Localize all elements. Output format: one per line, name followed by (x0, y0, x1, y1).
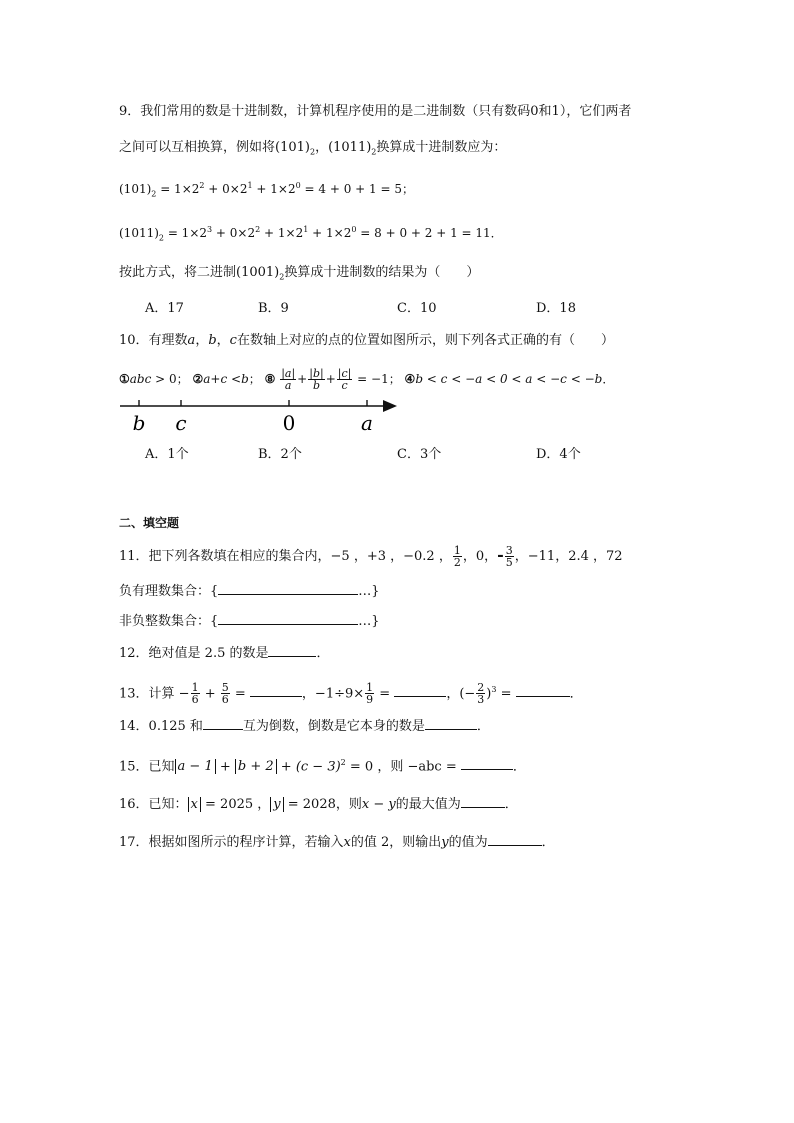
q11-stem: 11．把下列各数填在相应的集合内，−5 ，+3 ，−0.2 ， $\frac{1}{2}$ ，0，- $\frac{3}{5}$ ，−11，2.4 ，72 (119, 544, 623, 569)
answer-blank-q13-1[interactable] (250, 684, 302, 697)
q10-stem: 10．有理数a，b，c在数轴上对应的点的位置如图所示，则下列各式正确的有（ ） (119, 333, 614, 348)
q9-question: 按此方式，将二进制$(1001)_2$换算成十进制数的结果为（ ） (119, 265, 480, 282)
answer-blank-q13-2[interactable] (394, 684, 446, 697)
answer-blank-q14-2[interactable] (425, 717, 477, 730)
answer-blank-q17[interactable] (488, 833, 542, 846)
label-c: c (175, 411, 187, 435)
q11-set-nonnegative: 非负整数集合：{ …} (119, 614, 380, 629)
number-line-arrow (383, 400, 397, 412)
q9-option-c[interactable]: C．10 (397, 301, 437, 316)
q10-option-c[interactable]: C．3个 (397, 447, 442, 462)
q12: 12．绝对值是 2.5 的数是 ． (119, 646, 330, 661)
q16: 16．已知： x = 2025 ， y = 2028，则x − y的最大值为 ． (119, 797, 518, 812)
q9-line1: 9．我们常用的数是十进制数，计算机程序使用的是二进制数（只有数码0和1），它们两者 (119, 104, 632, 119)
q9-line2: 之间可以互相换算，例如将$(101)_2$，$(1011)_2$换算成十进制数应为： (119, 140, 507, 157)
answer-blank-set1[interactable] (218, 582, 358, 595)
answer-blank-q15[interactable] (461, 757, 513, 770)
answer-blank-set2[interactable] (218, 612, 358, 625)
q9-equation-1: $(101)_2 = 1\times 2^2 + 0\times 2^1 + 1\times 2^0 = 4 + 0 + 1 = 5$； (119, 181, 414, 199)
q9-option-b[interactable]: B．9 (258, 301, 289, 316)
answer-blank-q16[interactable] (461, 795, 505, 808)
q10-option-a[interactable]: A．1个 (145, 447, 189, 462)
answer-blank-q13-3[interactable] (516, 684, 570, 697)
q15: 15．已知 $a - 1 + b + 2 + (c - 3)^2 = 0$ ，则 −abc = ． (119, 758, 526, 775)
q13: 13．计算 − $\frac{1}{6}$ + $\frac{5}{6}$ = ，−1÷9× $\frac{1}{9}$ = ，(− $\frac{2}{3}$ )$^3$ = ． (119, 681, 583, 707)
q17: 17．根据如图所示的程序计算，若输入x的值 2，则输出y的值为 ． (119, 835, 555, 850)
label-b: b (132, 411, 146, 435)
label-0: 0 (282, 411, 296, 435)
q10-option-b[interactable]: B．2个 (258, 447, 302, 462)
section-title: 二、填空题 (119, 516, 180, 530)
label-a: a (361, 411, 373, 435)
number-line (115, 394, 405, 436)
q9-equation-2: $(1011)_2 = 1\times 2^3 + 0\times 2^2 + 1\times 2^1 + 1\times 2^0 = 8 + 0 + 2 + 1 = 11$． (119, 225, 503, 243)
q9-option-d[interactable]: D．18 (536, 301, 576, 316)
answer-blank-q14-1[interactable] (203, 717, 243, 730)
q9-option-a[interactable]: A．17 (145, 301, 184, 316)
q11-set-negative: 负有理数集合：{ …} (119, 584, 380, 599)
answer-blank-q12[interactable] (268, 644, 316, 657)
q10-option-d[interactable]: D．4个 (536, 447, 581, 462)
q10-statements: ①abc > 0； ②a+c <b； ⑧ $\frac{|a|}{a}$ + $\frac{|b|}{b}$ + $\frac{|c|}{c}$ = −1； ④b < c < −a < 0 < a < −c < −b． (119, 367, 615, 392)
q14: 14．0.125 和 互为倒数，倒数是它本身的数是 ． (119, 719, 490, 734)
